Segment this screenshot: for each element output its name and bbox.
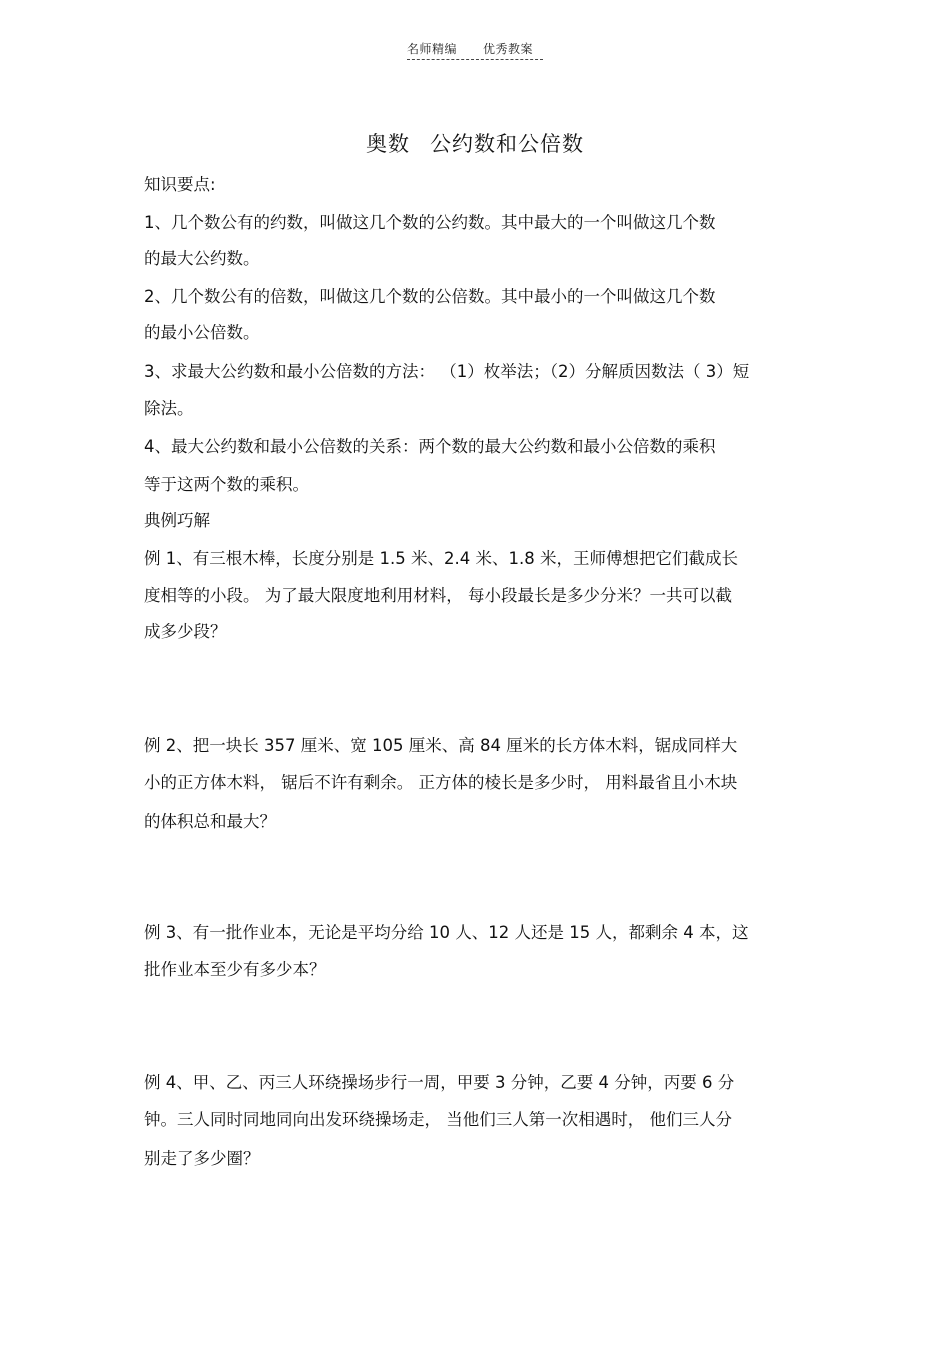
title-part-1: 奥数 (366, 132, 410, 156)
example-1-line-3: 成多少段？ (144, 622, 227, 641)
example-3-line-2: 批作业本至少有多少本？ (144, 960, 326, 979)
header-left-text: 名师精编 (407, 42, 458, 56)
example-2-line-1: 例 2、把一块长 357 厘米、宽 105 厘米、高 84 厘米的长方体木料，锯成同样大 (144, 736, 738, 755)
title-part-2: 公约数和公倍数 (430, 132, 584, 156)
point-4-line-1: 4、最大公约数和最小公倍数的关系：两个数的最大公约数和最小公倍数的乘积 (144, 437, 716, 456)
point-3-line-1: 3、求最大公约数和最小公倍数的方法： （1）枚举法；（2）分解质因数法（ 3）短 (144, 362, 750, 381)
example-2-line-3: 的体积总和最大？ (144, 812, 276, 831)
point-4-line-2: 等于这两个数的乘积。 (144, 475, 309, 494)
page-title (0, 128, 950, 158)
example-1-line-1: 例 1、有三根木棒，长度分别是 1.5 米、2.4 米、1.8 米，王师傅想把它们截成长 (144, 549, 738, 568)
point-2-line-1: 2、几个数公有的倍数，叫做这几个数的公倍数。其中最小的一个叫做这几个数 (144, 287, 716, 306)
point-1-line-1: 1、几个数公有的约数，叫做这几个数的公约数。其中最大的一个叫做这几个数 (144, 213, 716, 232)
point-2-line-2: 的最小公倍数。 (144, 323, 260, 342)
example-4-line-2: 钟。三人同时同地同向出发环绕操场走， 当他们三人第一次相遇时， 他们三人分 (144, 1110, 732, 1129)
example-4-line-3: 别走了多少圈？ (144, 1149, 260, 1168)
page-header (407, 40, 543, 60)
point-3-line-2: 除法。 (144, 399, 194, 418)
example-2-line-2: 小的正方体木料， 锯后不许有剩余。 正方体的棱长是多少时， 用料最省且小木块 (144, 773, 738, 792)
example-4-line-1: 例 4、甲、乙、丙三人环绕操场步行一周，甲要 3 分钟，乙要 4 分钟，丙要 6 分 (144, 1073, 735, 1092)
section-heading-knowledge: 知识要点: (144, 175, 216, 194)
example-3-line-1: 例 3、有一批作业本，无论是平均分给 10 人、12 人还是 15 人，都剩余 4 本，这 (144, 923, 749, 942)
point-1-line-2: 的最大公约数。 (144, 249, 260, 268)
section-heading-examples: 典例巧解 (144, 511, 210, 530)
header-right-text: 优秀教案 (483, 42, 534, 56)
example-1-line-2: 度相等的小段。 为了最大限度地利用材料， 每小段最长是多少分米？一共可以截 (144, 586, 732, 605)
